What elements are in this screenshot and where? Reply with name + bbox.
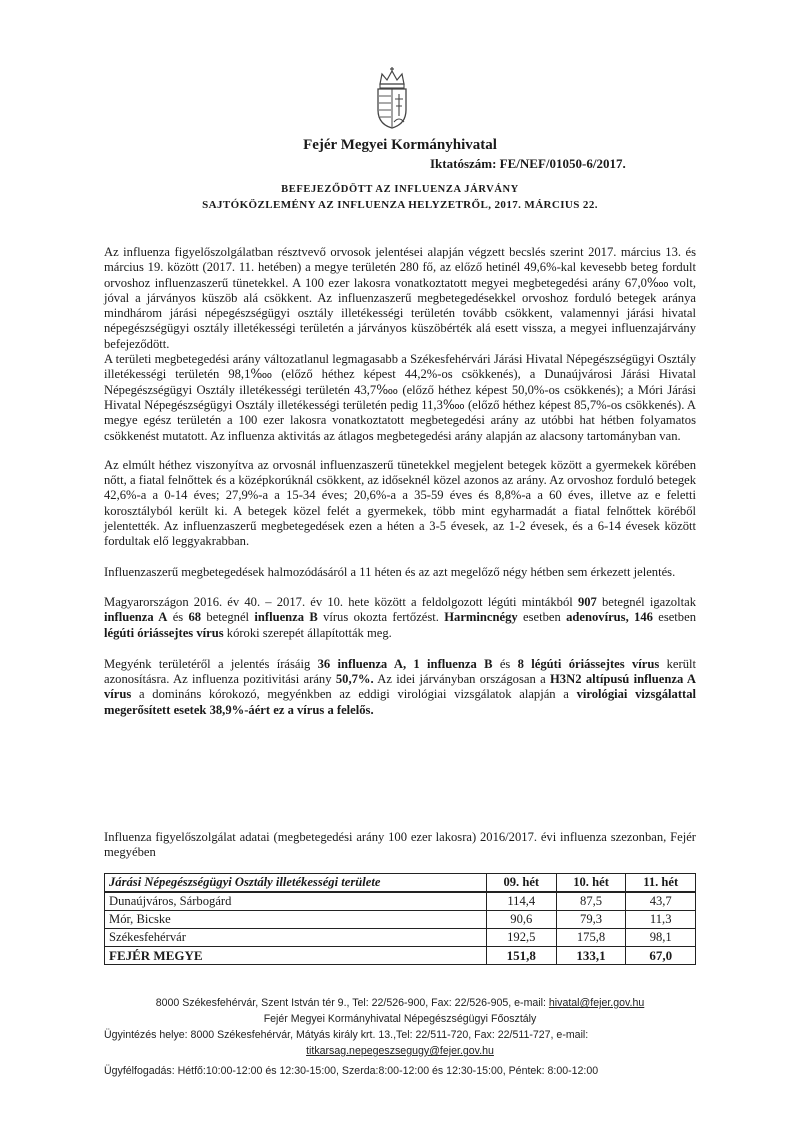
title-line-1: BEFEJEZŐDÖTT AZ INFLUENZA JÁRVÁNY bbox=[281, 184, 519, 195]
hungarian-coat-of-arms-icon bbox=[372, 66, 412, 130]
paragraph-age-groups: Az elmúlt héthez viszonyítva az orvosnál influenzaszerű tünetekkel megjelent betegek között a gyermekek körében nőtt, a fiatal felnőttek és a középkorúknál csökkent, az időseknél közel azonos az arány. Az orvoshoz forduló betegek 42,6%-a a 0-14 éves; 27,9%-a a 15-34 éves; 20,6%-a a 35-59 éves és 8,8%-a a 60 éves, illetve az e feletti korosztályból került ki. A betegek közel felét a gyermekek, több mint egyharmadát a fiatal felnőttek köréből jelentették. Az influenzaszerű megbetegedések ezen a héten a 3-5 évesek, az 1-2 évesek, és a 6-14 évesek között fordultak elő leggyakrabban. bbox=[104, 457, 696, 549]
paragraph-county-virology: Megyénk területéről a jelentés írásáig 36 influenza A, 1 influenza B és 8 légúti óriássejtes vírus került azonosításra. Az influenza pozitivitási arány 50,7%. Az idei járványban országosan a H3N2 altípusú influenza A vírus a domináns kórokozó, megyénkben az eddigi virológiai vizsgálatok alapján a virológiai vizsgálattal megerősített esetek 38,9%-áért ez a vírus a felelős. bbox=[104, 656, 696, 717]
row-value-week-09: 151,8 bbox=[486, 947, 556, 965]
column-header-week-09: 09. hét bbox=[486, 874, 556, 893]
influenza-surveillance-table bbox=[104, 873, 696, 965]
row-district-name: Székesfehérvár bbox=[105, 929, 487, 947]
footer-office-email-line bbox=[104, 1044, 696, 1058]
row-value-week-09: 90,6 bbox=[486, 911, 556, 929]
paragraph-weekly-estimate: Az influenza figyelőszolgálatban résztvevő orvosok jelentései alapján végzett becslés szerint 2017. március 13. és március 19. között (2017. 11. hetében) a megye területén 280 fő, az előző hetinél 49,6%-kal kevesebb beteg fordult orvoshoz influenzaszerű tünetekkel. A 100 ezer lakosra vonatkoztatott megyei megbetegedési arány 67,0‱ volt, jóval a járványos küszöb alá csökkent. Az influenzaszerű megbetegedésekkel orvoshoz forduló betegek aránya mindhárom járási népegészségügyi osztály illetékességi területén tovább csökkent, valamennyi járási hivatal népegészségügyi osztály illetékességi területén a járványos küszöbérték alá esett vissza, a megyei influenzajárvány befejeződött. bbox=[104, 245, 696, 351]
organization-name: Fejér Megyei Kormányhivatal bbox=[303, 137, 497, 153]
footer-department-line: Fejér Megyei Kormányhivatal Népegészségügyi Főosztály bbox=[263, 1013, 537, 1025]
row-value-week-10: 79,3 bbox=[556, 911, 626, 929]
row-value-week-11: 67,0 bbox=[626, 947, 696, 965]
press-release-body bbox=[104, 245, 696, 718]
row-value-week-10: 87,5 bbox=[556, 892, 626, 911]
footer-office-hours: Ügyfélfogadás: Hétfő:10:00-12:00 és 12:30-15:00, Szerda:8:00-12:00 és 12:30-15:00, Péntek: 8:00-12:00 bbox=[104, 1065, 599, 1077]
column-header-district: Járási Népegészségügyi Osztály illetékességi területe bbox=[105, 874, 487, 893]
row-value-week-09: 114,4 bbox=[486, 892, 556, 911]
footer-address-line: 8000 Székesfehérvár, Szent István tér 9., Tel: 22/526-900, Fax: 22/526-905, e-mail: hivatal@fejer.gov.hu bbox=[155, 997, 645, 1009]
table-total-row bbox=[105, 947, 696, 965]
row-district-name: FEJÉR MEGYE bbox=[105, 947, 487, 965]
column-header-week-11: 11. hét bbox=[626, 874, 696, 893]
table-caption: Influenza figyelőszolgálat adatai (megbetegedési arány 100 ezer lakosra) 2016/2017. évi influenza szezonban, Fejér megyében bbox=[104, 830, 696, 860]
paragraph-regional-rates: A területi megbetegedési arány változatlanul legmagasabb a Székesfehérvári Járási Hivatal Népegészségügyi Osztály illetékességi területén 98,1‱ (előző héthez képest 44,2%-os csökkenés), a Dunaújvárosi Járási Hivatal Népegészségügyi Osztály illetékességi területén 43,7‱ (előző héthez képest 50,0%-os csökkenés); a Móri Járási Hivatal Népegészségügyi Osztály illetékességi területén pedig 11,3‱ (előző héthez képest 85,7%-os csökkenés). A megye egész területén a 100 ezer lakosra vonatkoztatott megbetegedési arány az utóbbi hat hétben folyamatos csökkenést mutatott. Az influenza aktivitás az átlagos megbetegedési arány alapján az alacsony tartományban van. bbox=[104, 352, 696, 443]
table-row bbox=[105, 929, 696, 947]
paragraph-clusters: Influenzaszerű megbetegedések halmozódásáról a 11 héten és az azt megelőző négy hétben sem érkezett jelentés. bbox=[104, 564, 676, 579]
table-header-row bbox=[105, 874, 696, 893]
title-line-2: SAJTÓKÖZLEMÉNY AZ INFLUENZA HELYZETRŐL, 2017. MÁRCIUS 22. bbox=[202, 199, 598, 211]
row-value-week-11: 98,1 bbox=[626, 929, 696, 947]
footer-office-line: Ügyintézés helye: 8000 Székesfehérvár, Mátyás király krt. 13.,Tel: 22/511-720, Fax: 22/511-727, e-mail: bbox=[104, 1029, 589, 1041]
row-value-week-10: 133,1 bbox=[556, 947, 626, 965]
footer-office-email-link[interactable]: titkarsag.nepegeszsegugy@fejer.gov.hu bbox=[306, 1045, 494, 1057]
reference-number: Iktatószám: FE/NEF/01050-6/2017. bbox=[430, 156, 626, 171]
row-value-week-11: 43,7 bbox=[626, 892, 696, 911]
row-value-week-10: 175,8 bbox=[556, 929, 626, 947]
footer-email-link[interactable]: hivatal@fejer.gov.hu bbox=[548, 997, 645, 1009]
row-district-name: Mór, Bicske bbox=[105, 911, 487, 929]
row-value-week-11: 11,3 bbox=[626, 911, 696, 929]
paragraph-national-virology: Magyarországon 2016. év 40. – 2017. év 10. hete között a feldolgozott légúti mintákból 907 betegnél igazoltak influenza A és 68 betegnél influenza B vírus okozta fertőzést. Harmincnégy esetben adenovírus, 146 esetben légúti óriássejtes vírus kóroki szerepét állapították meg. bbox=[104, 594, 696, 640]
column-header-week-10: 10. hét bbox=[556, 874, 626, 893]
row-value-week-09: 192,5 bbox=[486, 929, 556, 947]
table-row bbox=[105, 911, 696, 929]
table-row bbox=[105, 892, 696, 911]
row-district-name: Dunaújváros, Sárbogárd bbox=[105, 892, 487, 911]
